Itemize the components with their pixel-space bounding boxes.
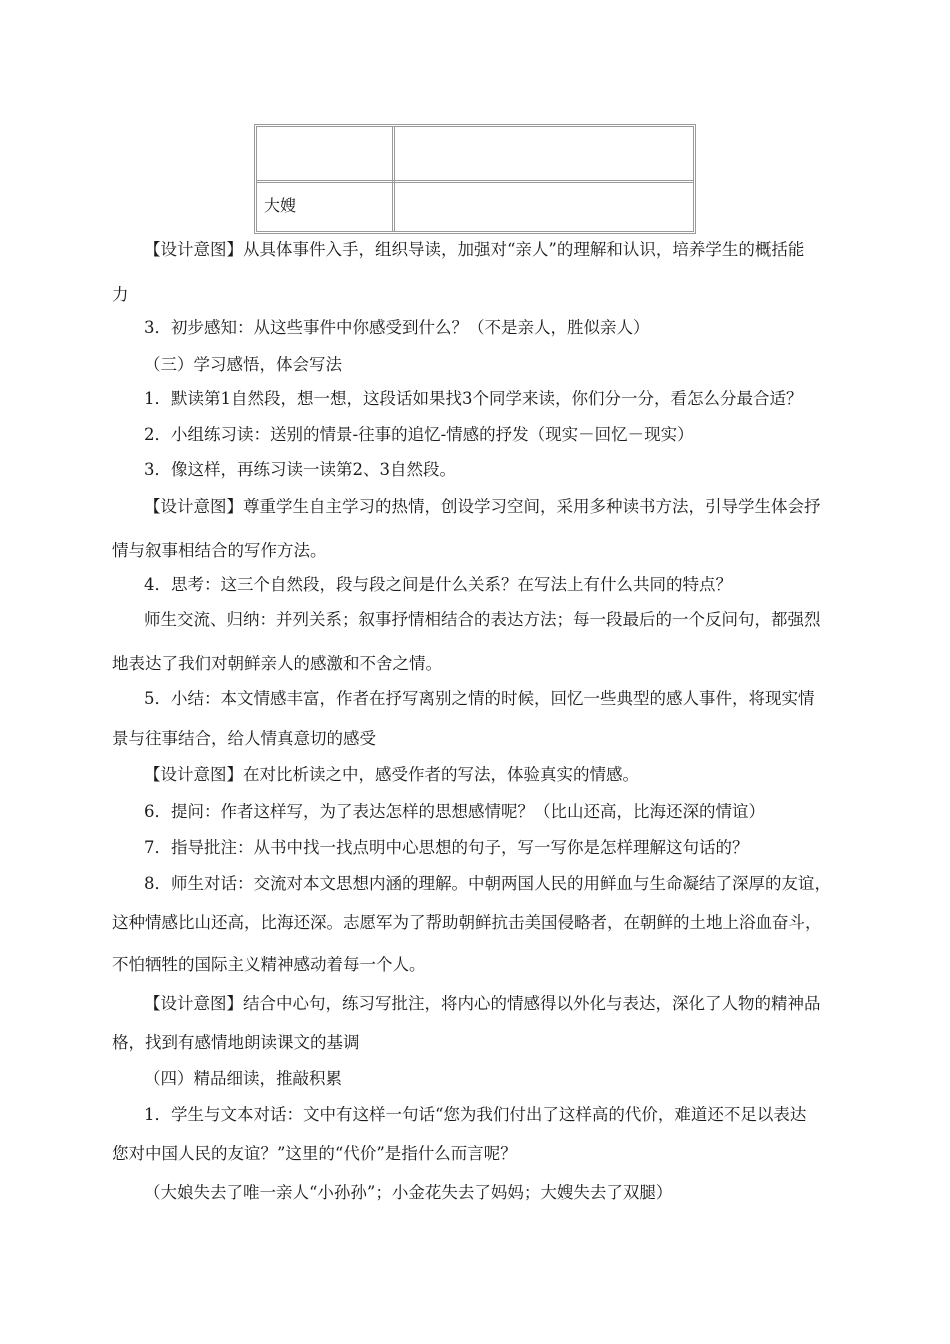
paragraph-continuation: 这种情感比山还高，比海还深。志愿军为了帮助朝鲜抗击美国侵略者，在朝鲜的土地上浴血奋斗，: [112, 913, 822, 932]
step-text: 3．初步感知：从这些事件中你感受到什么？（不是亲人，胜似亲人）: [144, 318, 650, 337]
design-intent-paragraph: 【设计意图】在对比析读之中，感受作者的写法，体验真实的情感。: [144, 765, 639, 784]
paragraph-continuation: 地表达了我们对朝鲜亲人的感激和不舍之情。: [112, 654, 442, 673]
answer-text: （大娘失去了唯一亲人“小孙孙”；小金花失去了妈妈；大嫂失去了双腿）: [144, 1183, 673, 1202]
design-intent-paragraph: 【设计意图】结合中心句，练习写批注，将内心的情感得以外化与表达，深化了人物的精神品: [144, 994, 821, 1013]
step-text: 1．默读第1自然段，想一想，这段话如果找3个同学来读，你们分一分，看怎么分最合适？: [144, 389, 803, 408]
character-table: [254, 124, 696, 234]
step-text: 7．指导批注：从书中找一找点明中心思想的句子，写一写你是怎样理解这句话的？: [144, 838, 749, 857]
section-heading: （三）学习感悟，体会写法: [144, 355, 342, 374]
step-text: 3．像这样，再练习读一读第2、3自然段。: [144, 460, 456, 479]
step-text: 8．师生对话：交流对本文思想内涵的理解。中朝两国人民的用鲜血与生命凝结了深厚的友谊，: [144, 874, 831, 893]
paragraph-continuation: 情与叙事相结合的写作方法。: [112, 541, 327, 560]
paragraph-continuation: 景与往事结合，给人情真意切的感受: [112, 729, 376, 748]
discussion-paragraph: 师生交流、归纳：并列关系；叙事抒情相结合的表达方法；每一段最后的一个反问句，都强烈: [144, 610, 821, 629]
step-text: 6．提问：作者这样写，为了表达怎样的思想感情呢？（比山还高，比海还深的情谊）: [144, 802, 765, 821]
paragraph-continuation: 不怕牺牲的国际主义精神感动着每一个人。: [112, 955, 426, 974]
section-heading: （四）精品细读，推敲积累: [144, 1069, 342, 1088]
step-text: 5．小结：本文情感丰富，作者在抒写离别之情的时候，回忆一些典型的感人事件，将现实情: [144, 689, 815, 708]
paragraph-continuation: 格，找到有感情地朗读课文的基调: [112, 1033, 360, 1052]
table-column-divider: [392, 127, 395, 231]
step-text: 2．小组练习读：送别的情景-往事的追忆-情感的抒发（现实－回忆－现实）: [144, 425, 694, 444]
table-row-divider: [257, 180, 693, 183]
design-intent-paragraph: 【设计意图】尊重学生自主学习的热情，创设学习空间，采用多种读书方法，引导学生体会抒: [144, 497, 821, 516]
table-cell-label: 大嫂: [264, 196, 297, 215]
paragraph-continuation: 力: [112, 285, 129, 304]
paragraph-continuation: 您对中国人民的友谊？”这里的“代价”是指什么而言呢？: [112, 1144, 517, 1163]
design-intent-paragraph: 【设计意图】从具体事件入手，组织导读，加强对“亲人”的理解和认识，培养学生的概括能: [144, 240, 805, 259]
step-text: 1．学生与文本对话：文中有这样一句话“您为我们付出了这样高的代价，难道还不足以表达: [144, 1105, 807, 1124]
step-text: 4．思考：这三个自然段，段与段之间是什么关系？在写法上有什么共同的特点？: [144, 575, 732, 594]
